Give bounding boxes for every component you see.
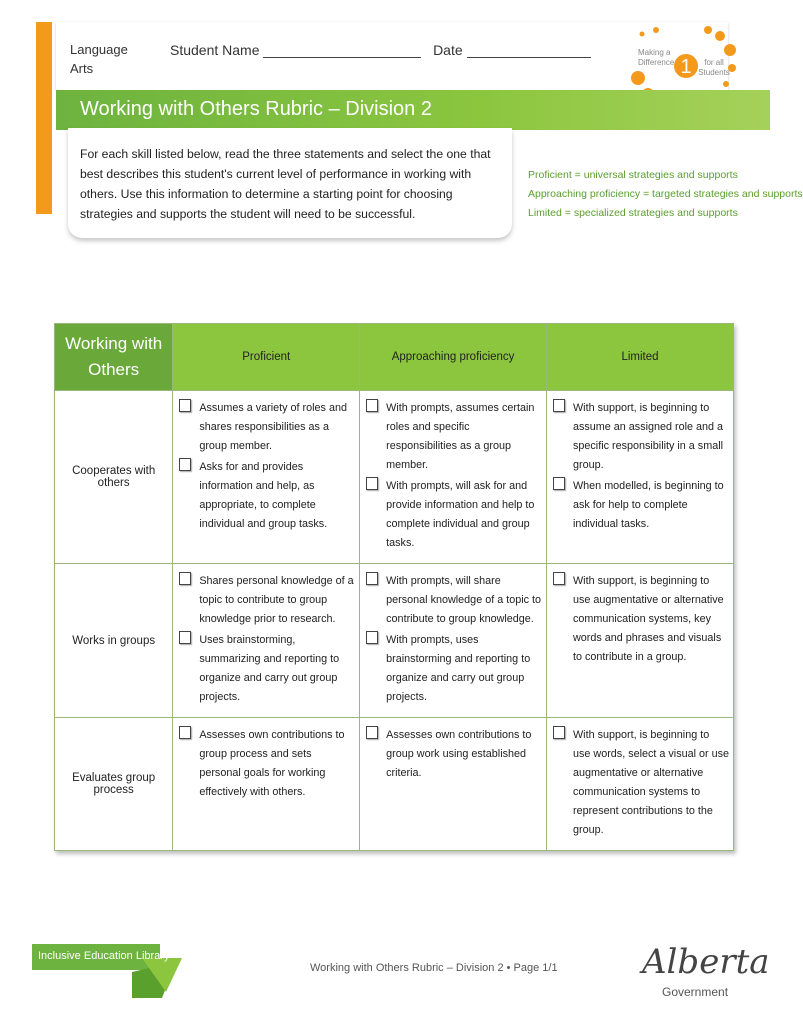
date-label: Date (433, 42, 463, 58)
checkbox-icon[interactable] (179, 726, 191, 739)
legend-approaching: Approaching proficiency = targeted strategies and supports (528, 188, 803, 200)
checkbox-icon[interactable] (179, 572, 191, 585)
statement-text: With prompts, assumes certain roles and specific responsibilities as a group member. (386, 402, 535, 471)
statement-text: Assumes a variety of roles and shares responsibilities as a group member. (199, 402, 347, 452)
checkbox-wrapper (364, 726, 386, 739)
checkbox-wrapper (551, 399, 573, 412)
checkbox-wrapper (364, 572, 386, 585)
rubric-cell (360, 718, 547, 851)
svg-text:1: 1 (680, 56, 692, 78)
rubric-cell (360, 564, 547, 718)
checkbox-icon[interactable] (366, 631, 378, 644)
footer-arrow-icon (132, 958, 182, 1000)
checkbox-icon[interactable] (553, 399, 565, 412)
statement-text: When modelled, is beginning to ask for help to complete individual tasks. (572, 480, 724, 530)
legend-proficient: Proficient = universal strategies and supports (528, 169, 738, 181)
rubric-cell (173, 718, 360, 851)
subject-label: Language Arts (70, 42, 128, 76)
column-header-proficient: Proficient (173, 324, 360, 391)
statement-text: Uses brainstorming, summarizing and reporting to organize and carry out group projects. (199, 634, 340, 703)
statement-text: Assesses own contributions to group work using established criteria. (386, 729, 532, 779)
statement (177, 726, 355, 802)
statement (177, 458, 355, 534)
checkbox-icon[interactable] (366, 399, 378, 412)
alberta-logo: Alberta (642, 942, 770, 982)
statement (364, 726, 542, 783)
rubric-cell (546, 718, 733, 851)
statement (177, 399, 355, 456)
checkbox-wrapper (551, 572, 573, 585)
table-row (55, 718, 734, 851)
checkbox-wrapper (177, 458, 199, 471)
statement-text: Shares personal knowledge of a topic to contribute to group knowledge prior to research. (199, 575, 354, 625)
checkbox-wrapper (551, 477, 573, 490)
column-header-approaching: Approaching proficiency (360, 324, 547, 391)
legend (528, 166, 803, 223)
statement (551, 572, 729, 667)
footer-library-text: Inclusive Education Library (38, 950, 170, 962)
checkbox-wrapper (364, 631, 386, 644)
statement (364, 572, 542, 629)
student-name-field[interactable] (263, 43, 421, 58)
statement-text: With prompts, uses brainstorming and reporting to organize and carry out group projects. (386, 634, 531, 703)
statement-text: With prompts, will share personal knowledge of a topic to contribute to group knowledge. (386, 575, 542, 625)
checkbox-icon[interactable] (553, 572, 565, 585)
checkbox-wrapper (551, 726, 573, 739)
legend-limited: Limited = specialized strategies and supports (528, 207, 738, 219)
checkbox-icon[interactable] (366, 726, 378, 739)
statement (551, 399, 729, 475)
rubric-table (54, 323, 734, 851)
date-field[interactable] (467, 43, 591, 58)
logo-right-text: for all Students (698, 58, 730, 77)
checkbox-icon[interactable] (179, 458, 191, 471)
checkbox-wrapper (177, 399, 199, 412)
rubric-cell (546, 564, 733, 718)
statement (364, 477, 542, 553)
rubric-cell (360, 391, 547, 564)
orange-accent-bar (36, 22, 52, 214)
skill-label: Works in groups (55, 564, 173, 718)
checkbox-icon[interactable] (553, 726, 565, 739)
statement-text: With support, is beginning to assume an assigned role and a specific responsibility in a small group. (572, 402, 724, 471)
checkbox-icon[interactable] (366, 572, 378, 585)
statement-text: Asks for and provides information and help, as appropriate, to complete individual and group tasks. (199, 461, 328, 530)
footer-page-info: Working with Others Rubric – Division 2 • Page 1/1 (310, 962, 558, 974)
intro-text: For each skill listed below, read the three statements and select the one that best describes this student's current level of performance in working with others. Use this information to determine a starting point for choosing strategies and supports the student will need to be successful. (80, 147, 491, 221)
statement (551, 726, 729, 840)
rubric-cell (173, 564, 360, 718)
table-row (55, 391, 734, 564)
checkbox-wrapper (177, 631, 199, 644)
rubric-cell (173, 391, 360, 564)
rubric-cell (546, 391, 733, 564)
checkbox-icon[interactable] (179, 631, 191, 644)
checkbox-icon[interactable] (179, 399, 191, 412)
student-fields (170, 42, 591, 58)
table-row (55, 564, 734, 718)
table-corner-heading: Working with Others (55, 324, 173, 391)
logo-left-text: Making a Difference (638, 48, 675, 67)
checkbox-icon[interactable] (553, 477, 565, 490)
column-header-limited: Limited (546, 324, 733, 391)
government-label: Government (662, 985, 729, 999)
checkbox-wrapper (177, 572, 199, 585)
checkbox-icon[interactable] (366, 477, 378, 490)
statement-text: With prompts, will ask for and provide information and help to complete individual and group tasks. (386, 480, 535, 549)
skill-label: Cooperates with others (55, 391, 173, 564)
checkbox-wrapper (177, 726, 199, 739)
statement (177, 572, 355, 629)
page-title: Working with Others Rubric – Division 2 (80, 98, 432, 120)
statement-text: With support, is beginning to use words, select a visual or use augmentative or alternative communication systems to represent contributions to the group. (572, 729, 730, 836)
student-name-label: Student Name (170, 42, 260, 58)
checkbox-wrapper (364, 399, 386, 412)
skill-label: Evaluates group process (55, 718, 173, 851)
statement-text: Assesses own contributions to group process and sets personal goals for working effectively with others. (199, 729, 345, 798)
statement (364, 631, 542, 707)
statement (177, 631, 355, 707)
statement-text: With support, is beginning to use augmentative or alternative communication systems, key words and phrases and visuals to contribute in a group. (572, 575, 724, 663)
statement (551, 477, 729, 534)
checkbox-wrapper (364, 477, 386, 490)
statement (364, 399, 542, 475)
